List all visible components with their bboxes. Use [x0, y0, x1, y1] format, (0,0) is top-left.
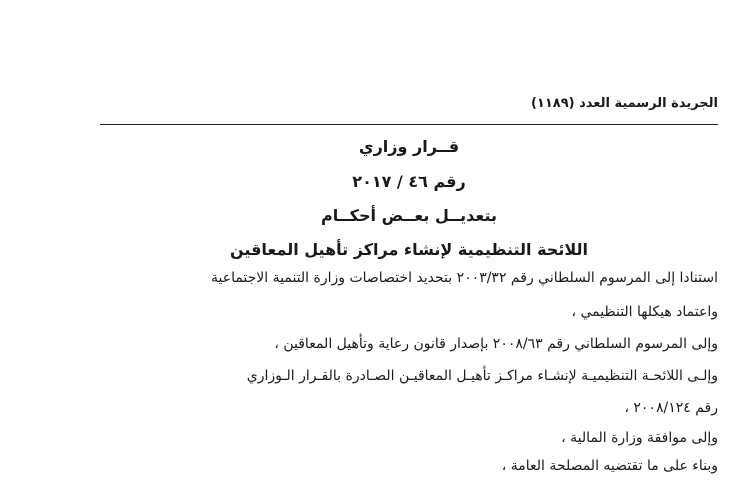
preamble-line-5: رقم ٢٠٠٨/١٢٤ ، — [624, 400, 718, 416]
header-divider — [100, 124, 718, 125]
decision-title: قــرار وزاري — [358, 137, 460, 156]
gazette-header: الجريدة الرسمية العدد (١١٨٩) — [530, 96, 718, 111]
decision-number: رقم ٤٦ / ٢٠١٧ — [352, 172, 466, 191]
preamble-line-6: وإلى موافقة وزارة المالية ، — [561, 430, 718, 446]
preamble-line-1: استنادا إلى المرسوم السلطاني رقم ٢٠٠٣/٣٢ بتحديد اختصاصات وزارة التنمية الاجتماعية — [210, 270, 718, 286]
preamble-line-4: وإلـى اللائحـة التنظيميـة لإنشـاء مراكـز تأهيـل المعاقيـن الصـادرة بالقـرار الـوزاري — [246, 368, 718, 384]
regulation-title: اللائحة التنظيمية لإنشاء مراكز تأهيل المعاقين — [230, 240, 588, 259]
preamble-line-7: وبناء على ما تقتضيه المصلحة العامة ، — [501, 458, 718, 474]
decision-subject: بتعديــل بعــض أحكــام — [321, 206, 497, 225]
preamble-line-2: واعتماد هيكلها التنظيمي ، — [571, 304, 718, 320]
preamble-line-3: وإلى المرسوم السلطاني رقم ٢٠٠٨/٦٣ بإصدار قانون رعاية وتأهيل المعاقين ، — [274, 336, 718, 352]
